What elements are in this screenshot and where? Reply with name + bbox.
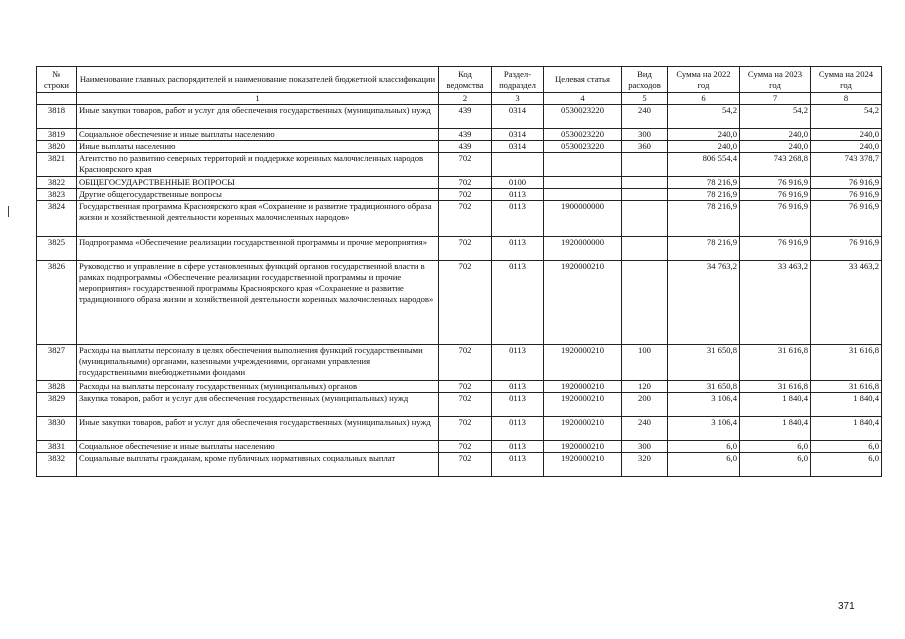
row-sum-2024: 240,0 <box>811 141 882 153</box>
table-row <box>37 453 882 477</box>
row-number: 3829 <box>37 393 77 417</box>
index-cell: 1 <box>77 93 439 105</box>
row-number: 3827 <box>37 345 77 381</box>
row-sum-2024: 31 616,8 <box>811 345 882 381</box>
row-target-code: 0530023220 <box>544 141 622 153</box>
row-section-code: 0113 <box>492 381 544 393</box>
row-section-code <box>492 153 544 177</box>
row-sum-2023: 76 916,9 <box>740 177 811 189</box>
row-sum-2023: 1 840,4 <box>740 417 811 441</box>
row-name: Расходы на выплаты персоналу государственных (муниципальных) органов <box>77 381 439 393</box>
row-sum-2022: 78 216,9 <box>668 177 740 189</box>
table-body <box>37 105 882 477</box>
table-row <box>37 237 882 261</box>
table-row <box>37 129 882 141</box>
row-sum-2022: 78 216,9 <box>668 237 740 261</box>
row-sum-2022: 54,2 <box>668 105 740 129</box>
row-section-code: 0113 <box>492 345 544 381</box>
row-name: ОБЩЕГОСУДАРСТВЕННЫЕ ВОПРОСЫ <box>77 177 439 189</box>
header-section: Раздел-подраздел <box>492 67 544 93</box>
row-target-code: 1920000210 <box>544 453 622 477</box>
table-row <box>37 381 882 393</box>
row-target-code: 1900000000 <box>544 201 622 237</box>
header-sum-2023: Сумма на 2023 год <box>740 67 811 93</box>
index-cell: 2 <box>439 93 492 105</box>
row-expense-type: 300 <box>622 441 668 453</box>
row-section-code: 0113 <box>492 453 544 477</box>
row-sum-2024: 76 916,9 <box>811 189 882 201</box>
row-dept-code: 702 <box>439 453 492 477</box>
row-name: Агентство по развитию северных территорий и поддержке коренных малочисленных народов Красноярского края <box>77 153 439 177</box>
row-sum-2022: 3 106,4 <box>668 393 740 417</box>
row-name: Подпрограмма «Обеспечение реализации государственной программы и прочие мероприятия» <box>77 237 439 261</box>
row-sum-2022: 6,0 <box>668 453 740 477</box>
index-cell: 3 <box>492 93 544 105</box>
margin-mark <box>8 206 9 217</box>
table-row <box>37 393 882 417</box>
row-dept-code: 702 <box>439 237 492 261</box>
row-expense-type: 100 <box>622 345 668 381</box>
row-expense-type <box>622 189 668 201</box>
table-row <box>37 105 882 129</box>
row-sum-2022: 31 650,8 <box>668 345 740 381</box>
row-name: Иные выплаты населению <box>77 141 439 153</box>
row-name: Социальные выплаты гражданам, кроме публичных нормативных социальных выплат <box>77 453 439 477</box>
table-row <box>37 141 882 153</box>
column-index-row <box>37 93 882 105</box>
row-name: Государственная программа Красноярского края «Сохранение и развитие традиционного образа жизни и хозяйственной деятельности коренных малочисленных народов» <box>77 201 439 237</box>
row-sum-2022: 6,0 <box>668 441 740 453</box>
row-sum-2023: 31 616,8 <box>740 345 811 381</box>
index-cell <box>37 93 77 105</box>
row-sum-2022: 806 554,4 <box>668 153 740 177</box>
row-number: 3832 <box>37 453 77 477</box>
row-name: Социальное обеспечение и иные выплаты населению <box>77 441 439 453</box>
row-target-code: 1920000210 <box>544 441 622 453</box>
row-section-code: 0113 <box>492 441 544 453</box>
row-section-code: 0314 <box>492 129 544 141</box>
row-target-code: 1920000000 <box>544 237 622 261</box>
page-number: 371 <box>838 601 855 612</box>
index-cell: 8 <box>811 93 882 105</box>
table-row <box>37 189 882 201</box>
row-target-code: 0530023220 <box>544 129 622 141</box>
row-sum-2024: 1 840,4 <box>811 417 882 441</box>
row-sum-2022: 3 106,4 <box>668 417 740 441</box>
row-expense-type <box>622 261 668 345</box>
row-expense-type <box>622 237 668 261</box>
row-dept-code: 702 <box>439 393 492 417</box>
row-sum-2023: 33 463,2 <box>740 261 811 345</box>
row-number: 3819 <box>37 129 77 141</box>
row-sum-2023: 240,0 <box>740 129 811 141</box>
row-sum-2023: 31 616,8 <box>740 381 811 393</box>
index-cell: 6 <box>668 93 740 105</box>
row-sum-2024: 6,0 <box>811 441 882 453</box>
row-sum-2023: 76 916,9 <box>740 237 811 261</box>
row-sum-2022: 31 650,8 <box>668 381 740 393</box>
row-section-code: 0113 <box>492 201 544 237</box>
row-sum-2024: 743 378,7 <box>811 153 882 177</box>
row-number: 3825 <box>37 237 77 261</box>
row-expense-type: 200 <box>622 393 668 417</box>
index-cell: 5 <box>622 93 668 105</box>
row-number: 3831 <box>37 441 77 453</box>
row-sum-2022: 240,0 <box>668 129 740 141</box>
row-sum-2023: 6,0 <box>740 441 811 453</box>
row-expense-type: 300 <box>622 129 668 141</box>
row-sum-2024: 6,0 <box>811 453 882 477</box>
row-number: 3823 <box>37 189 77 201</box>
row-section-code: 0113 <box>492 393 544 417</box>
row-dept-code: 702 <box>439 381 492 393</box>
row-section-code: 0113 <box>492 237 544 261</box>
row-section-code: 0314 <box>492 141 544 153</box>
table-row <box>37 177 882 189</box>
row-number: 3830 <box>37 417 77 441</box>
row-number: 3826 <box>37 261 77 345</box>
row-sum-2022: 78 216,9 <box>668 189 740 201</box>
row-section-code: 0113 <box>492 261 544 345</box>
row-expense-type: 360 <box>622 141 668 153</box>
row-target-code <box>544 153 622 177</box>
row-sum-2023: 54,2 <box>740 105 811 129</box>
row-sum-2022: 240,0 <box>668 141 740 153</box>
row-dept-code: 439 <box>439 129 492 141</box>
row-sum-2024: 240,0 <box>811 129 882 141</box>
table-row <box>37 261 882 345</box>
row-name: Другие общегосударственные вопросы <box>77 189 439 201</box>
table-header <box>37 67 882 105</box>
row-sum-2023: 76 916,9 <box>740 189 811 201</box>
row-expense-type <box>622 177 668 189</box>
header-sum-2024: Сумма на 2024 год <box>811 67 882 93</box>
row-sum-2024: 76 916,9 <box>811 201 882 237</box>
row-number: 3822 <box>37 177 77 189</box>
row-sum-2023: 743 268,8 <box>740 153 811 177</box>
row-target-code: 1920000210 <box>544 381 622 393</box>
row-sum-2022: 78 216,9 <box>668 201 740 237</box>
row-sum-2023: 6,0 <box>740 453 811 477</box>
row-dept-code: 439 <box>439 105 492 129</box>
row-target-code: 0530023220 <box>544 105 622 129</box>
row-sum-2024: 33 463,2 <box>811 261 882 345</box>
row-name: Социальное обеспечение и иные выплаты населению <box>77 129 439 141</box>
row-target-code <box>544 177 622 189</box>
row-name: Расходы на выплаты персоналу в целях обеспечения выполнения функций государственными (муниципальными) органами, казенными учреждениями, органами управления государственными внебюджетными фондами <box>77 345 439 381</box>
row-number: 3824 <box>37 201 77 237</box>
row-expense-type: 320 <box>622 453 668 477</box>
row-name: Закупка товаров, работ и услуг для обеспечения государственных (муниципальных) нужд <box>77 393 439 417</box>
row-number: 3820 <box>37 141 77 153</box>
row-target-code: 1920000210 <box>544 345 622 381</box>
table-row <box>37 345 882 381</box>
row-target-code <box>544 189 622 201</box>
row-sum-2023: 1 840,4 <box>740 393 811 417</box>
header-sum-2022: Сумма на 2022 год <box>668 67 740 93</box>
table-row <box>37 441 882 453</box>
header-dept: Код ведомства <box>439 67 492 93</box>
row-target-code: 1920000210 <box>544 393 622 417</box>
row-expense-type: 120 <box>622 381 668 393</box>
row-sum-2024: 76 916,9 <box>811 237 882 261</box>
row-dept-code: 702 <box>439 177 492 189</box>
row-dept-code: 702 <box>439 261 492 345</box>
index-cell: 4 <box>544 93 622 105</box>
row-section-code: 0113 <box>492 417 544 441</box>
row-dept-code: 702 <box>439 189 492 201</box>
row-name: Руководство и управление в сфере установленных функций органов государственной власти в рамках подпрограммы «Обеспечение реализации государственной программы и прочие мероприятия» государственной программы Красноярского края «Сохранение и развитие традиционного образа жизни и хозяйственной деятельности коренных малочисленных народов» <box>77 261 439 345</box>
row-target-code: 1920000210 <box>544 261 622 345</box>
header-exp-type: Вид расходов <box>622 67 668 93</box>
row-section-code: 0314 <box>492 105 544 129</box>
row-dept-code: 702 <box>439 201 492 237</box>
row-target-code: 1920000210 <box>544 417 622 441</box>
table-row <box>37 201 882 237</box>
row-number: 3821 <box>37 153 77 177</box>
table-row <box>37 417 882 441</box>
row-sum-2024: 54,2 <box>811 105 882 129</box>
row-sum-2024: 31 616,8 <box>811 381 882 393</box>
row-dept-code: 702 <box>439 441 492 453</box>
index-cell: 7 <box>740 93 811 105</box>
row-dept-code: 439 <box>439 141 492 153</box>
row-expense-type <box>622 153 668 177</box>
row-expense-type: 240 <box>622 105 668 129</box>
row-number: 3818 <box>37 105 77 129</box>
row-sum-2024: 76 916,9 <box>811 177 882 189</box>
header-num: № строки <box>37 67 77 93</box>
row-sum-2024: 1 840,4 <box>811 393 882 417</box>
row-sum-2023: 240,0 <box>740 141 811 153</box>
row-dept-code: 702 <box>439 345 492 381</box>
row-section-code: 0113 <box>492 189 544 201</box>
row-dept-code: 702 <box>439 417 492 441</box>
row-dept-code: 702 <box>439 153 492 177</box>
row-expense-type: 240 <box>622 417 668 441</box>
table-row <box>37 153 882 177</box>
row-name: Иные закупки товаров, работ и услуг для обеспечения государственных (муниципальных) нужд <box>77 417 439 441</box>
row-sum-2022: 34 763,2 <box>668 261 740 345</box>
budget-table <box>36 66 882 477</box>
header-target: Целевая статья <box>544 67 622 93</box>
row-number: 3828 <box>37 381 77 393</box>
row-sum-2023: 76 916,9 <box>740 201 811 237</box>
row-name: Иные закупки товаров, работ и услуг для обеспечения государственных (муниципальных) нужд <box>77 105 439 129</box>
row-section-code: 0100 <box>492 177 544 189</box>
header-name: Наименование главных распорядителей и наименование показателей бюджетной классификации <box>77 67 439 93</box>
row-expense-type <box>622 201 668 237</box>
